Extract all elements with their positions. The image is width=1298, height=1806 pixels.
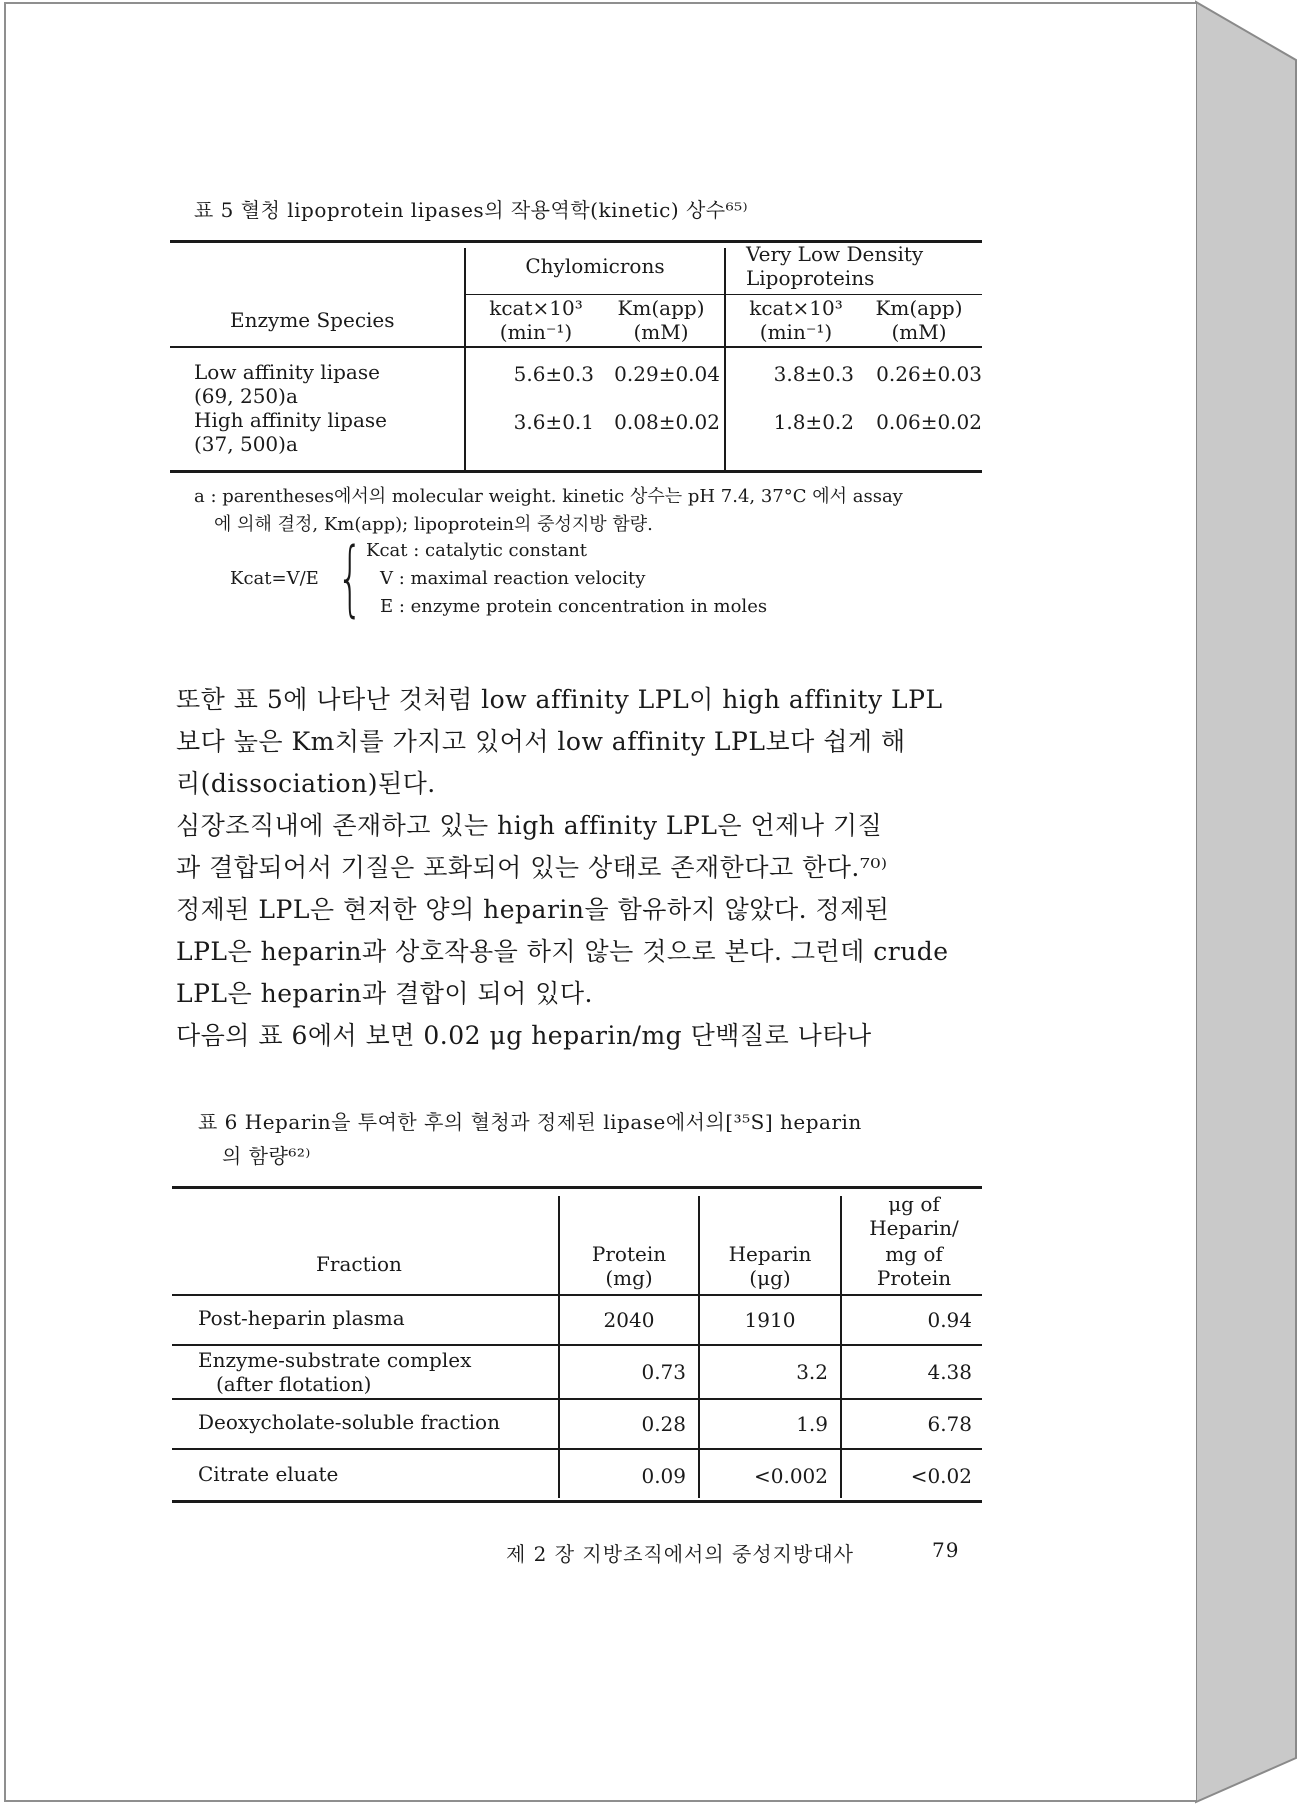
table6-row3-fraction: Deoxycholate-soluble fraction xyxy=(198,1410,500,1434)
table5-bottom-rule xyxy=(170,470,982,473)
table6-row3-ratio: 6.78 xyxy=(927,1412,972,1436)
table5-row2-mw: (37, 500)a xyxy=(194,432,298,456)
document-page xyxy=(4,2,1196,1802)
table6-header-rule xyxy=(172,1294,982,1296)
table5-caption: 표 5 혈청 lipoprotein lipases의 작용역학(kinetic) 상수⁶⁵⁾ xyxy=(194,198,749,222)
table5-ch-km-header: Km(app) xyxy=(617,296,705,320)
table5-row2-name: High affinity lipase xyxy=(194,408,387,432)
table5-row1-ch-km: 0.29±0.04 xyxy=(614,362,720,386)
body-line-3: 리(dissociation)된다. xyxy=(176,769,436,798)
table6-col-ratio-1: μg of xyxy=(888,1192,940,1216)
table5-ch-kcat-unit: (min⁻¹) xyxy=(499,320,573,344)
table5-v-kcat-unit: (min⁻¹) xyxy=(759,320,833,344)
table6-caption-line2: 의 함량⁶²⁾ xyxy=(222,1144,311,1168)
table6-row2-rule xyxy=(172,1398,982,1400)
formula-def-e: E : enzyme protein concentration in moles xyxy=(380,596,768,617)
table5-group-vldl-line1: Very Low Density xyxy=(746,242,924,266)
table6-bottom-rule xyxy=(172,1500,982,1503)
table5-group-chylomicrons: Chylomicrons xyxy=(525,254,665,278)
table5-ch-km-unit: (mM) xyxy=(633,320,689,344)
table6-col-heparin: Heparin xyxy=(728,1242,812,1266)
table6-row1-protein: 2040 xyxy=(603,1308,655,1332)
table6-row2-protein: 0.73 xyxy=(641,1360,686,1384)
table6-row4-heparin: <0.002 xyxy=(753,1464,828,1488)
table6-divider-2 xyxy=(698,1196,700,1498)
table5-row2-v-km: 0.06±0.02 xyxy=(876,410,982,434)
table5-group-rule xyxy=(466,294,982,295)
body-line-7: LPL은 heparin과 상호작용을 하지 않는 것으로 본다. 그런데 crude xyxy=(176,937,949,966)
table6-divider-3 xyxy=(840,1196,842,1498)
table6-row1-ratio: 0.94 xyxy=(927,1308,972,1332)
table5-header-rule xyxy=(170,346,982,348)
table5-v-km-header: Km(app) xyxy=(875,296,963,320)
table5-row2-ch-km: 0.08±0.02 xyxy=(614,410,720,434)
table5-row1-ch-kcat: 5.6±0.3 xyxy=(513,362,594,386)
table6-row1-fraction: Post-heparin plasma xyxy=(198,1306,405,1330)
table6-row2-heparin: 3.2 xyxy=(796,1360,828,1384)
table5-row1-name: Low affinity lipase xyxy=(194,360,380,384)
body-line-8: LPL은 heparin과 결합이 되어 있다. xyxy=(176,979,593,1008)
table5-divider-left xyxy=(464,248,466,470)
table5-row2-ch-kcat: 3.6±0.1 xyxy=(513,410,594,434)
table6-row4-ratio: <0.02 xyxy=(910,1464,972,1488)
table6-top-rule xyxy=(172,1186,982,1189)
table6-row4-fraction: Citrate eluate xyxy=(198,1462,339,1486)
body-line-5: 과 결합되어서 기질은 포화되어 있는 상태로 존재한다고 한다.⁷⁰⁾ xyxy=(176,853,888,882)
formula-def-v: V : maximal reaction velocity xyxy=(380,568,646,589)
formula-def-kcat: Kcat : catalytic constant xyxy=(366,540,588,561)
formula-brace: { xyxy=(337,531,364,626)
table6-row1-heparin: 1910 xyxy=(744,1308,796,1332)
table5-divider-right xyxy=(724,248,726,470)
body-line-6: 정제된 LPL은 현저한 양의 heparin을 함유하지 않았다. 정제된 xyxy=(176,895,890,924)
table6-row3-heparin: 1.9 xyxy=(796,1412,828,1436)
table6-row1-rule xyxy=(172,1344,982,1346)
table6-divider-1 xyxy=(558,1196,560,1498)
table6-col-ratio-4: Protein xyxy=(876,1266,952,1290)
table6-col-fraction: Fraction xyxy=(316,1252,402,1276)
table5-group-vldl-line2: Lipoproteins xyxy=(746,266,875,290)
table5-row2-v-kcat: 1.8±0.2 xyxy=(773,410,854,434)
table6-row2-fraction-sub: (after flotation) xyxy=(216,1372,372,1396)
table6-row2-fraction: Enzyme-substrate complex xyxy=(198,1348,472,1372)
table6-row2-ratio: 4.38 xyxy=(927,1360,972,1384)
table6-col-heparin-unit: (μg) xyxy=(749,1266,791,1290)
table6-row4-protein: 0.09 xyxy=(641,1464,686,1488)
table5-row1-mw: (69, 250)a xyxy=(194,384,298,408)
table6-row3-protein: 0.28 xyxy=(641,1412,686,1436)
table6-row3-rule xyxy=(172,1448,982,1450)
table6-caption-line1: 표 6 Heparin을 투여한 후의 혈청과 정제된 lipase에서의[³⁵S] heparin xyxy=(198,1110,862,1134)
table5-ch-kcat-header: kcat×10³ xyxy=(489,296,583,320)
body-line-1: 또한 표 5에 나타난 것처럼 low affinity LPL이 high affinity LPL xyxy=(176,685,943,714)
table5-col-enzyme: Enzyme Species xyxy=(230,308,395,332)
table5-note-line1: a : parentheses에서의 molecular weight. kinetic 상수는 pH 7.4, 37°C 에서 assay xyxy=(194,486,903,507)
table6-col-protein-unit: (mg) xyxy=(605,1266,653,1290)
table5-note-line2: 에 의해 결정, Km(app); lipoprotein의 중성지방 함량. xyxy=(214,514,653,535)
table5-v-km-unit: (mM) xyxy=(891,320,947,344)
running-footer-chapter: 제 2 장 지방조직에서의 중성지방대사 xyxy=(506,1542,854,1566)
page-number: 79 xyxy=(932,1538,960,1562)
formula-lhs: Kcat=V/E xyxy=(230,568,319,589)
table5-row1-v-km: 0.26±0.03 xyxy=(876,362,982,386)
body-line-9: 다음의 표 6에서 보면 0.02 μg heparin/mg 단백질로 나타나 xyxy=(176,1021,872,1050)
body-line-4: 심장조직내에 존재하고 있는 high affinity LPL은 언제나 기질 xyxy=(176,811,883,840)
table6-col-ratio-2: Heparin/ xyxy=(869,1216,959,1240)
table5-v-kcat-header: kcat×10³ xyxy=(749,296,843,320)
table6-col-ratio-3: mg of xyxy=(885,1242,943,1266)
table6-col-protein: Protein xyxy=(591,1242,667,1266)
table5-row1-v-kcat: 3.8±0.3 xyxy=(773,362,854,386)
body-line-2: 보다 높은 Km치를 가지고 있어서 low affinity LPL보다 쉽게 해 xyxy=(176,727,906,756)
